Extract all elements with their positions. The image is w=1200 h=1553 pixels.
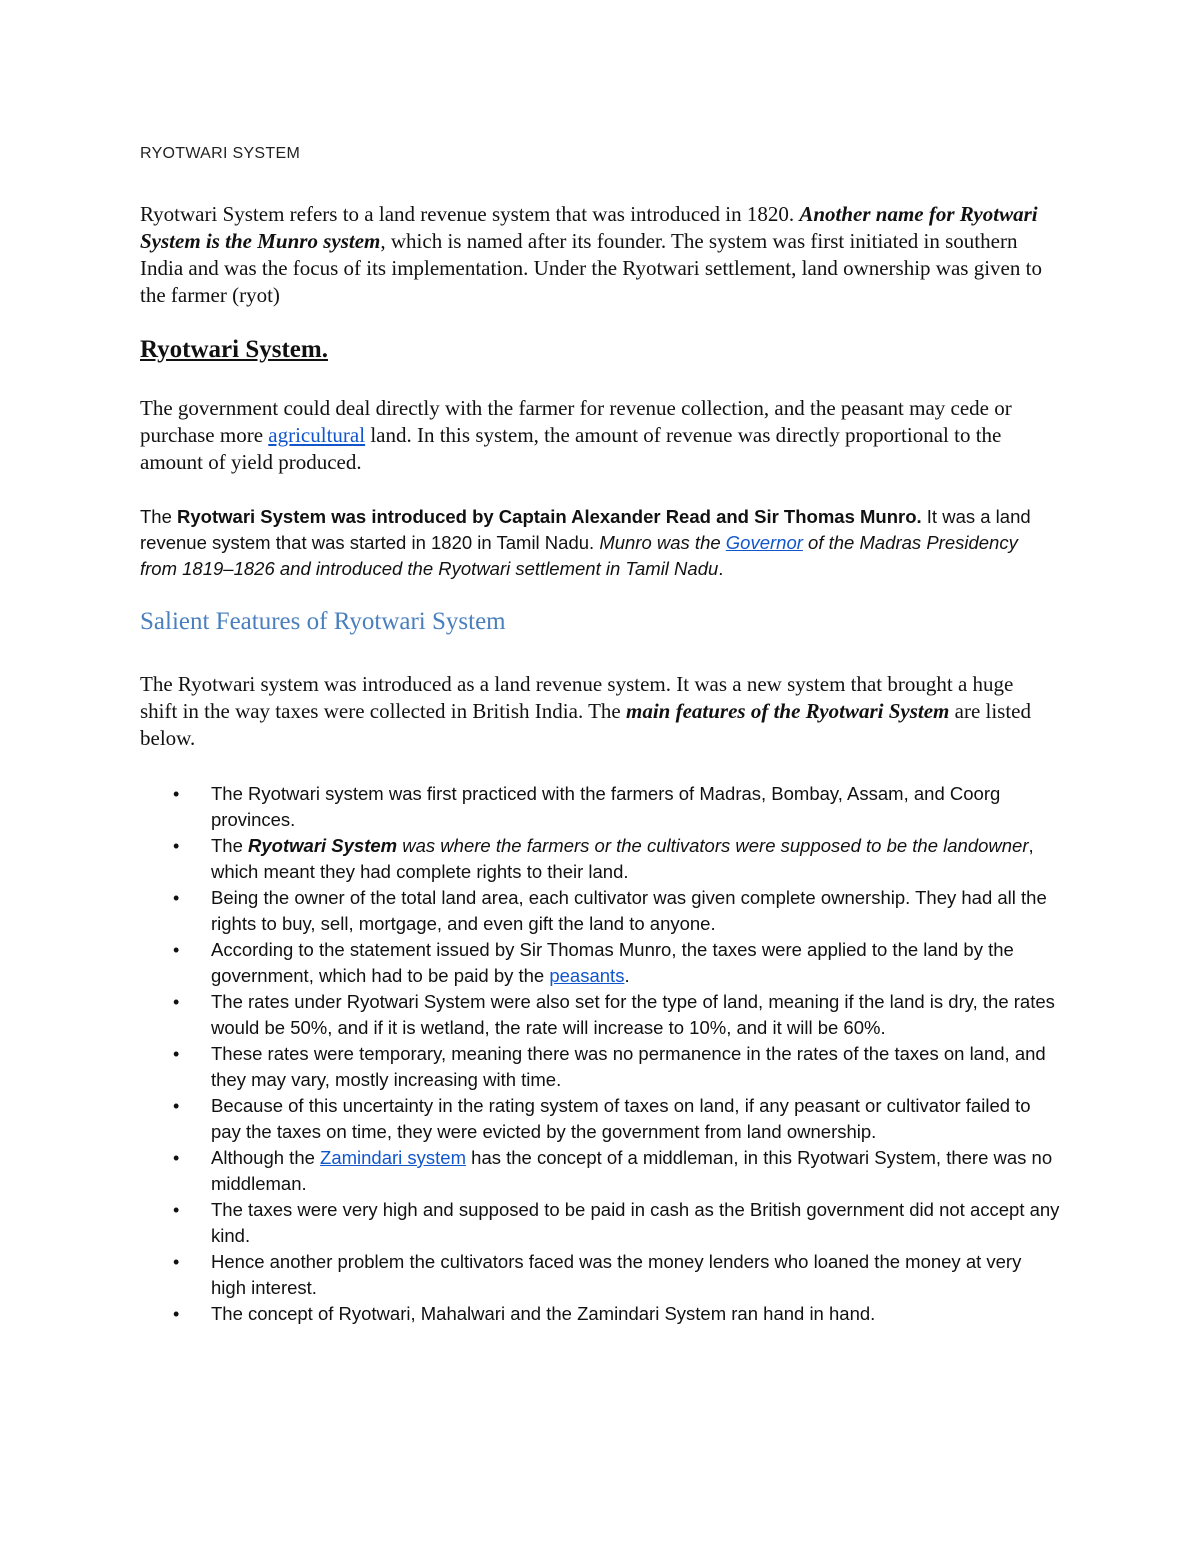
main-features-paragraph <box>140 671 1055 752</box>
feature-text-end: , which meant they had complete rights to their land. <box>211 835 1034 882</box>
zamindari-system-link[interactable]: Zamindari system <box>320 1147 467 1168</box>
bullet-icon: • <box>173 1304 180 1324</box>
bullet-icon: • <box>173 836 180 856</box>
gov-text-2: land. In this system, the amount of revenue was directly proportional to the amount of yield produced. <box>140 423 1002 474</box>
feature-text: The concept of Ryotwari, Mahalwari and the Zamindari System ran hand in hand. <box>211 1303 876 1324</box>
feature-text: Being the owner of the total land area, each cultivator was given complete ownership. They had all the rights to buy, sell, mortgage, and even gift the land to anyone. <box>211 887 1047 934</box>
feature-text: Hence another problem the cultivators faced was the money lenders who loaned the money at very high interest. <box>211 1251 1022 1298</box>
list-item <box>140 1093 1060 1145</box>
bullet-icon: • <box>173 1200 180 1220</box>
list-item <box>140 781 1060 833</box>
feature-italic: was where the farmers or the cultivators were supposed to be the landowner <box>397 835 1029 856</box>
bullet-icon: • <box>173 1252 180 1272</box>
intro-paragraph <box>140 201 1055 309</box>
feature-text: The rates under Ryotwari System were also set for the type of land, meaning if the land is dry, the rates would be 50%, and if it is wetland, the rate will increase to 10%, and it will be 60%. <box>211 991 1055 1038</box>
feature-text: The Ryotwari system was first practiced with the farmers of Madras, Bombay, Assam, and Coorg provinces. <box>211 783 1001 830</box>
peasants-link[interactable]: peasants <box>549 965 625 986</box>
feature-text-start: According to the statement issued by Sir Thomas Munro, the taxes were applied to the land by the government, which had to be paid by the <box>211 939 1014 986</box>
main-text-1: The Ryotwari system was introduced as a land revenue system. It was a new system that brought a huge shift in the way taxes were collected in British India. The <box>140 672 1014 723</box>
main-text-2: are listed below. <box>140 699 1032 750</box>
feature-text: These rates were temporary, meaning there was no permanence in the rates of the taxes on land, and they may vary, mostly increasing with time. <box>211 1043 1046 1090</box>
governor-link[interactable]: Governor <box>725 532 803 553</box>
feature-text-start: The <box>211 835 249 856</box>
bullet-icon: • <box>173 1096 180 1116</box>
bullet-icon: • <box>173 992 180 1012</box>
list-item <box>140 1197 1060 1249</box>
intro-text-1: Ryotwari System refers to a land revenue system that was introduced in 1820. <box>140 202 800 226</box>
document-title: RYOTWARI SYSTEM <box>140 145 301 162</box>
bullet-icon: • <box>173 1148 180 1168</box>
introduced-italic-2: of the Madras Presidency from 1819–1826 and introduced the Ryotwari settlement in Tamil Nadu <box>140 532 1018 579</box>
list-item <box>140 1041 1060 1093</box>
salient-features-heading: Salient Features of Ryotwari System <box>140 608 506 635</box>
bullet-icon: • <box>173 784 180 804</box>
feature-text-end: has the concept of a middleman, in this Ryotwari System, there was no middleman. <box>211 1147 1053 1194</box>
bullet-icon: • <box>173 940 180 960</box>
introduced-by-paragraph <box>140 504 1055 582</box>
feature-bold-italic: Ryotwari System <box>248 835 398 856</box>
list-item <box>140 989 1060 1041</box>
gov-text-1: The government could deal directly with the farmer for revenue collection, and the peasant may cede or purchase more <box>140 396 1012 447</box>
list-item <box>140 1145 1060 1197</box>
introduced-text-3: . <box>718 558 724 579</box>
feature-text: The taxes were very high and supposed to be paid in cash as the British government did not accept any kind. <box>211 1199 1060 1246</box>
ryotwari-system-heading: Ryotwari System. <box>140 336 328 363</box>
list-item <box>140 885 1060 937</box>
main-features-emphasis: main features of the Ryotwari System <box>625 699 950 723</box>
feature-text: Because of this uncertainty in the rating system of taxes on land, if any peasant or cultivator failed to pay the taxes on time, they were evicted by the government from land ownership. <box>211 1095 1031 1142</box>
introduced-text-1: The <box>140 506 178 527</box>
features-list <box>140 781 1060 1327</box>
bullet-icon: • <box>173 888 180 908</box>
intro-text-2: , which is named after its founder. The system was first initiated in southern India and was the focus of its implementation. Under the Ryotwari settlement, land ownership was given to the farmer (ryot) <box>140 229 1042 307</box>
introduced-text-2: It was a land revenue system that was started in 1820 in Tamil Nadu. <box>140 506 1031 553</box>
list-item <box>140 833 1060 885</box>
bullet-icon: • <box>173 1044 180 1064</box>
introduced-bold: Ryotwari System was introduced by Captain Alexander Read and Sir Thomas Munro. <box>177 506 922 527</box>
feature-text-end: . <box>624 965 630 986</box>
government-paragraph <box>140 395 1055 476</box>
introduced-italic-1: Munro was the <box>599 532 726 553</box>
feature-text-start: Although the <box>211 1147 321 1168</box>
list-item <box>140 1249 1060 1301</box>
agricultural-link[interactable]: agricultural <box>268 423 366 447</box>
list-item <box>140 937 1060 989</box>
list-item <box>140 1301 1060 1327</box>
munro-system-emphasis: Another name for Ryotwari System is the Munro system <box>140 202 1038 253</box>
